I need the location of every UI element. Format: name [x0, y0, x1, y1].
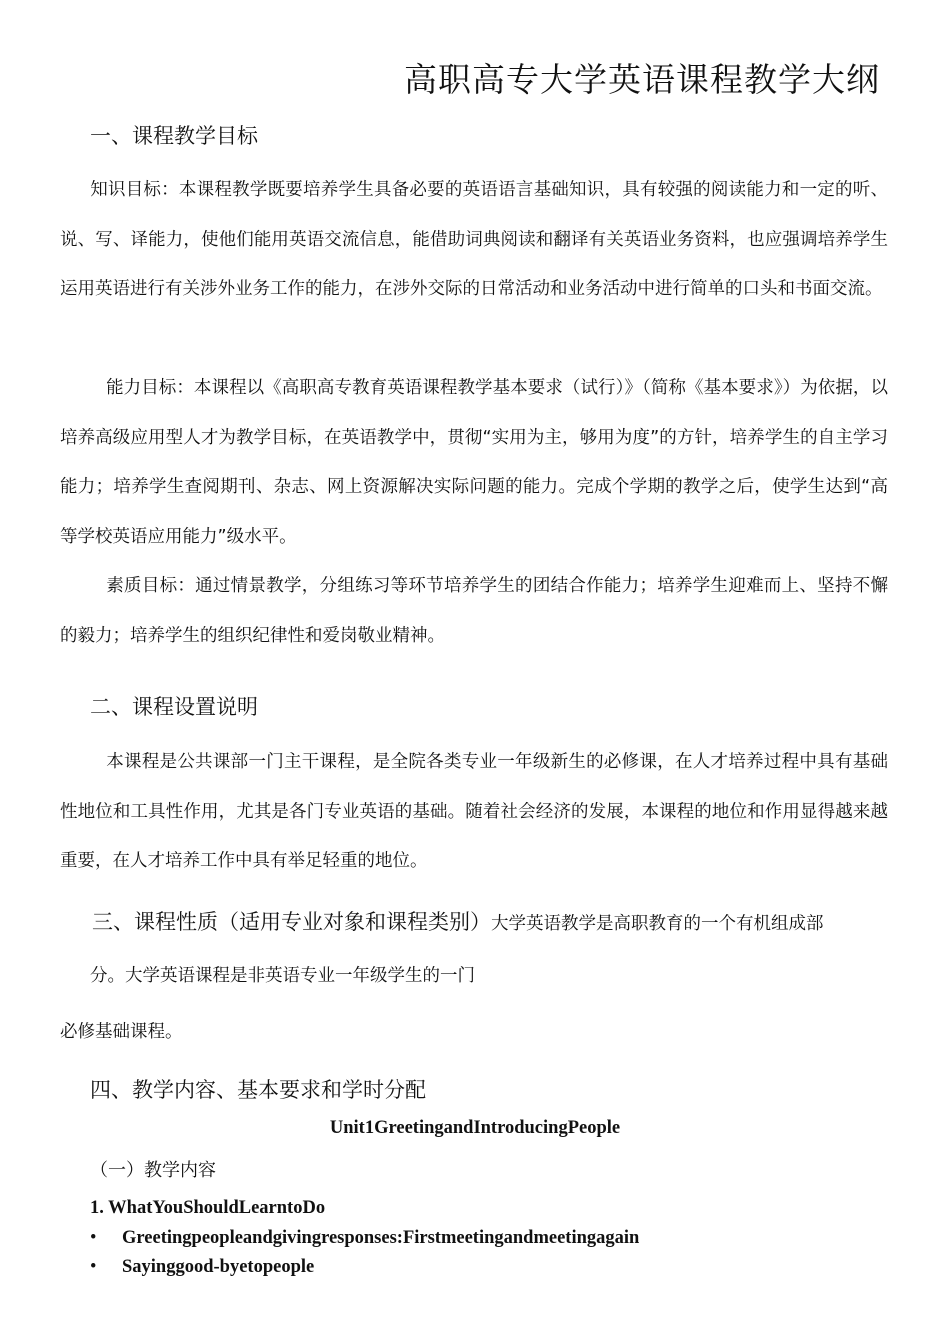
section3-line1: [92, 906, 824, 936]
knowledge-goal-text: 知识目标：本课程教学既要培养学生具备必要的英语语言基础知识，具有较强的阅读能力和一定的听、说、写、译能力，使他们能用英语交流信息，能借助词典阅读和翻译有关英语业务资料，也应强调培养学生运用英语进行有关涉外业务工作的能力，在涉外交际的日常活动和业务活动中进行简单的口头和书面交流。: [60, 180, 888, 299]
section3-line2: 分。大学英语课程是非英语专业一年级学生的一门: [90, 966, 475, 986]
knowledge-goal-paragraph: [60, 166, 888, 315]
section2-heading: 二、课程设置说明: [90, 695, 258, 719]
section3-heading: 三、课程性质（适用专业对象和课程类别）: [92, 910, 491, 934]
section3-line3: 必修基础课程。: [60, 1022, 183, 1042]
list-item: [90, 1257, 314, 1278]
unit-title: Unit1GreetingandIntroducingPeople: [329, 1118, 621, 1138]
list-item: [90, 1228, 639, 1249]
ability-goal-paragraph: [60, 364, 888, 562]
ability-goal-text: 能力目标：本课程以《高职高专教育英语课程教学基本要求（试行）》（简称《基本要求》）为依据，以培养高级应用型人才为教学目标，在英语教学中，贯彻“实用为主，够用为度”的方针，培养学生的自主学习能力；培养学生查阅期刊、杂志、网上资源解决实际问题的能力。完成个学期的教学之后，使学生达到“高等学校英语应用能力”级水平。: [60, 378, 888, 547]
quality-goal-paragraph: [60, 562, 888, 661]
list-item-text: Greetingpeopleandgivingresponses:Firstmeetingandmeetingagain: [122, 1228, 640, 1248]
teaching-content-subheading: （一）教学内容: [90, 1160, 216, 1181]
section1-heading: 一、课程教学目标: [90, 124, 258, 148]
document-title: 高职高专大学英语课程教学大纲: [404, 60, 880, 99]
bullet-marker: •: [90, 1228, 97, 1248]
section4-heading: 四、教学内容、基本要求和学时分配: [90, 1078, 426, 1102]
quality-goal-text: 素质目标：通过情景教学，分组练习等环节培养学生的团结合作能力；培养学生迎难而上、坚持不懈的毅力；培养学生的组织纪律性和爱岗敬业精神。: [60, 576, 888, 646]
section3-line1-text: 大学英语教学是高职教育的一个有机组成部: [491, 914, 824, 934]
bullet-marker: •: [90, 1257, 97, 1277]
course-setting-text: 本课程是公共课部一门主干课程，是全院各类专业一年级新生的必修课，在人才培养过程中具有基础性地位和工具性作用，尤其是各门专业英语的基础。随着社会经济的发展，本课程的地位和作用显得越来越重要，在人才培养工作中具有举足轻重的地位。: [60, 752, 888, 871]
list-item-text: Sayinggood-byetopeople: [122, 1257, 315, 1277]
course-setting-paragraph: [60, 738, 888, 887]
numbered-item: 1. WhatYouShouldLearntoDo: [90, 1198, 326, 1218]
